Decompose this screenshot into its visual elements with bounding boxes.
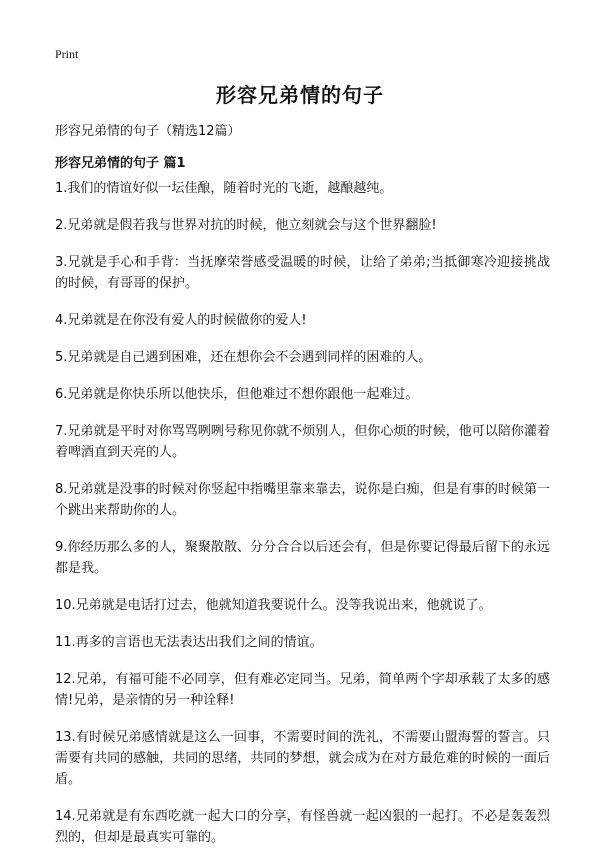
list-item: 12.兄弟，有福可能不必同享，但有难必定同当。兄弟，简单两个字却承载了太多的感情!兄弟，是亲情的另一种诠释! bbox=[55, 672, 550, 708]
sentence-list bbox=[55, 178, 550, 864]
print-label[interactable]: Print bbox=[55, 47, 79, 61]
list-item: 8.兄弟就是没事的时候对你竖起中指嘴里靠来靠去，说你是白痴，但是有事的时候第一个跳出来帮助你的人。 bbox=[55, 482, 550, 518]
list-item: 5.兄弟就是自己遇到困难，还在想你会不会遇到同样的困难的人。 bbox=[55, 350, 432, 365]
list-item: 6.兄弟就是你快乐所以他快乐，但他难过不想你跟他一起难过。 bbox=[55, 387, 419, 402]
list-item: 1.我们的情谊好似一坛佳酿，随着时光的飞逝，越酿越纯。 bbox=[55, 181, 393, 196]
document-subtitle: 形容兄弟情的句子（精选12篇） bbox=[55, 124, 241, 139]
list-item: 9.你经历那么多的人，聚聚散散、分分合合以后还会有，但是你要记得最后留下的永远都是我。 bbox=[55, 540, 550, 576]
section-title: 形容兄弟情的句子 篇1 bbox=[55, 156, 186, 171]
list-item: 13.有时候兄弟感情就是这么一回事，不需要时间的洗礼，不需要山盟海誓的誓言。只需要有共同的感触，共同的思绪，共同的梦想，就会成为在对方最危难的时候的一面后盾。 bbox=[55, 730, 550, 787]
list-item: 2.兄弟就是假若我与世界对抗的时候，他立刻就会与这个世界翻脸! bbox=[55, 218, 437, 233]
list-item: 10.兄弟就是电话打过去，他就知道我要说什么。没等我说出来，他就说了。 bbox=[55, 598, 492, 613]
list-item: 4.兄弟就是在你没有爱人的时候做你的爱人! bbox=[55, 313, 307, 328]
list-item: 14.兄弟就是有东西吃就一起大口的分享，有怪兽就一起凶狠的一起打。不必是轰轰烈烈的，但却是最真实可靠的。 bbox=[55, 809, 550, 845]
list-item: 3.兄就是手心和手背：当抚摩荣誉感受温暖的时候，让给了弟弟;当抵御寒冷迎接挑战的时候，有哥哥的保护。 bbox=[55, 255, 550, 291]
list-item: 7.兄弟就是平时对你骂骂咧咧号称见你就不烦别人，但你心烦的时候，他可以陪你灌着着啤酒直到天亮的人。 bbox=[55, 424, 550, 460]
list-item: 11.再多的言语也无法表达出我们之间的情谊。 bbox=[55, 635, 323, 650]
page-title: 形容兄弟情的句子 bbox=[216, 83, 384, 107]
